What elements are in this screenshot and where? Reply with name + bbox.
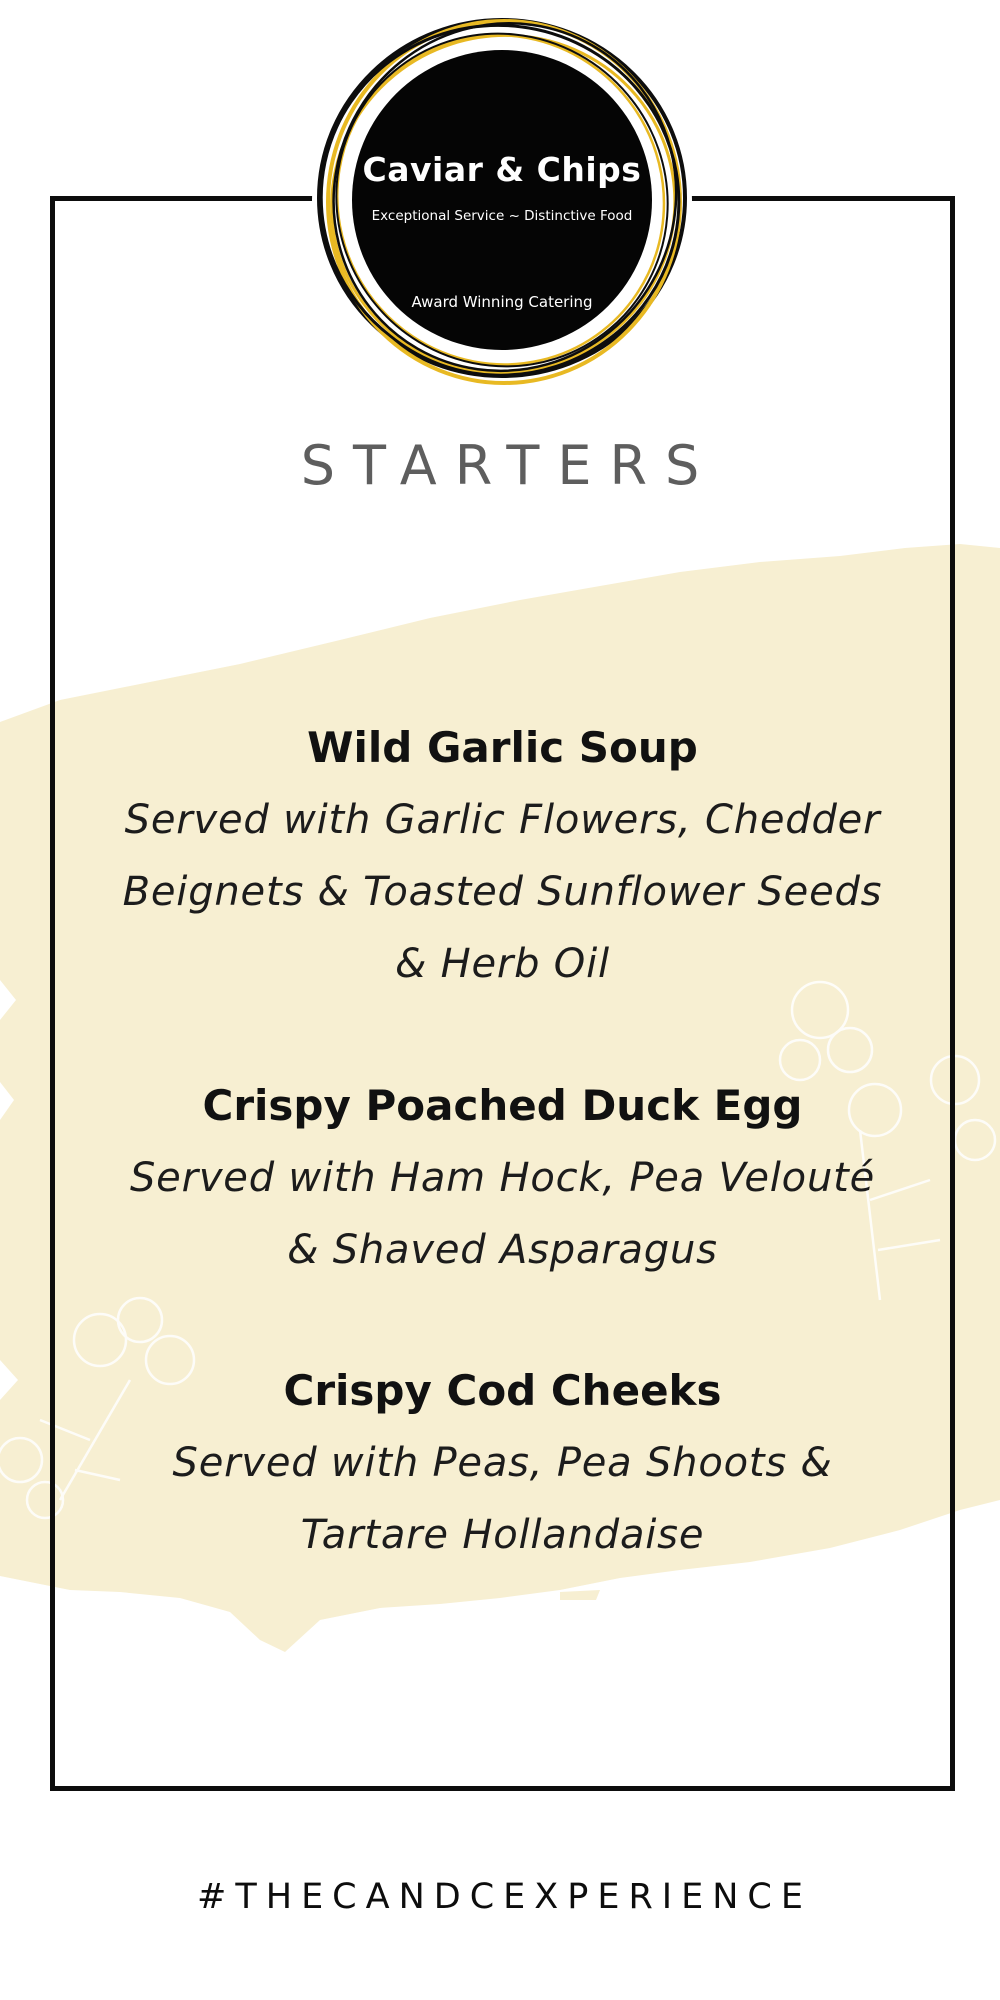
footer-hashtag: #THECANDCEXPERIENCE	[197, 1877, 812, 1917]
dish-name: Wild Garlic Soup	[307, 723, 698, 772]
logo-badge-graphic	[312, 10, 692, 390]
caviar-and-chips-logo	[312, 10, 692, 390]
dish-description-line: Beignets & Toasted Sunflower Seeds	[122, 869, 883, 915]
dish-name: Crispy Cod Cheeks	[283, 1366, 722, 1415]
dish-description-line: Served with Ham Hock, Pea Velouté	[129, 1155, 876, 1201]
dish-description-line: Served with Peas, Pea Shoots &	[172, 1440, 833, 1486]
logo-tagline: Exceptional Service ~ Distinctive Food	[371, 208, 633, 224]
menu-item	[70, 1355, 935, 1571]
dish-description-line: & Herb Oil	[395, 941, 610, 987]
dish-description-line: & Shaved Asparagus	[287, 1227, 718, 1273]
dish-description-line: Tartare Hollandaise	[300, 1512, 705, 1558]
section-title: STARTERS	[300, 434, 718, 497]
dish-name: Crispy Poached Duck Egg	[202, 1081, 803, 1130]
logo-award-text: Award Winning Catering	[411, 293, 593, 311]
menu-item	[70, 712, 935, 1000]
logo-brand-name: Caviar & Chips	[362, 150, 642, 189]
dish-description-line: Served with Garlic Flowers, Chedder	[124, 797, 881, 843]
menu-item	[70, 1070, 935, 1286]
